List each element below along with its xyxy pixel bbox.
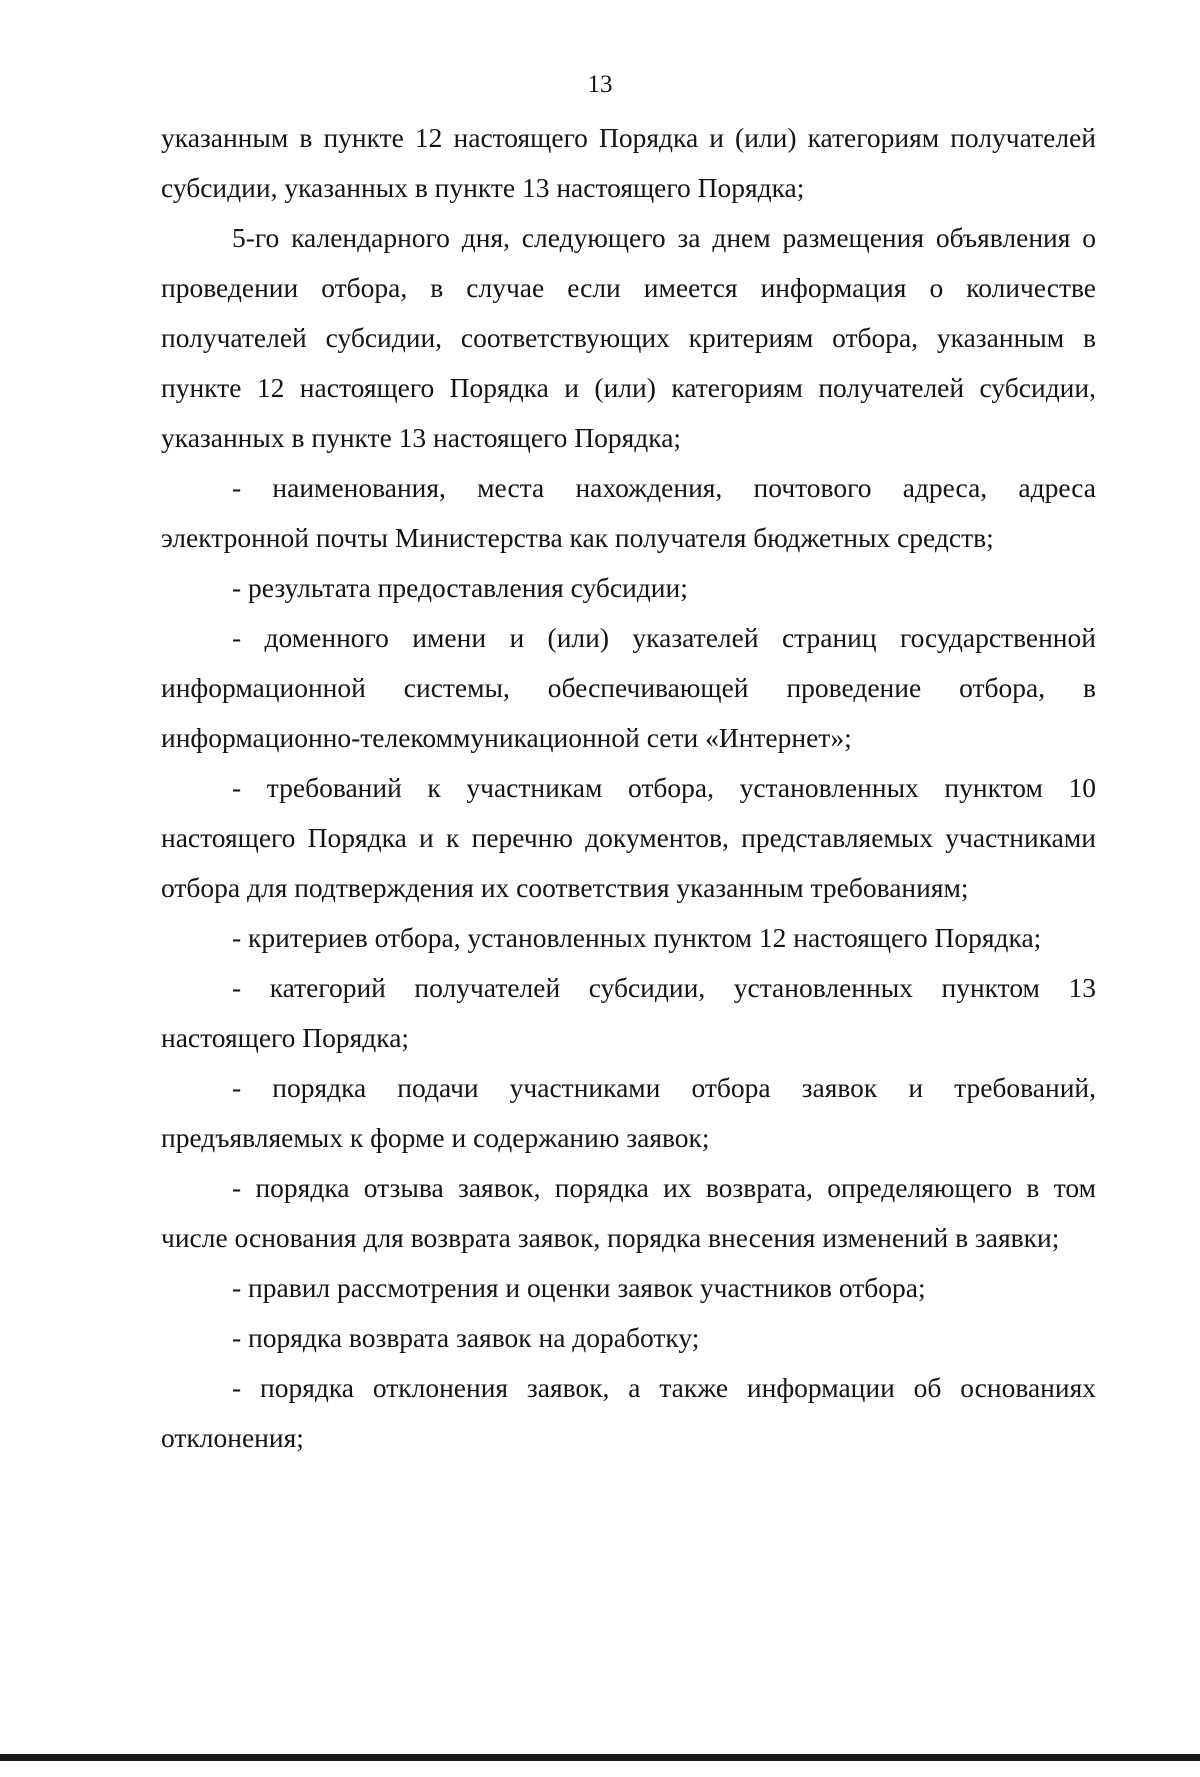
list-item: - порядка отклонения заявок, а также информации об основаниях отклонения; — [161, 1372, 1096, 1453]
document-body — [161, 113, 1096, 1463]
list-item: - порядка отзыва заявок, порядка их возврата, определяющего в том числе основания для возврата заявок, порядка внесения изменений в заявки; — [161, 1172, 1096, 1253]
list-item: - наименования, места нахождения, почтового адреса, адреса электронной почты Министерства как получателя бюджетных средств; — [161, 472, 1096, 553]
list-item: - порядка возврата заявок на доработку; — [232, 1322, 700, 1353]
list-item: - порядка подачи участниками отбора заявок и требований, предъявляемых к форме и содержанию заявок; — [161, 1072, 1096, 1153]
list-item: - доменного имени и (или) указателей страниц государственной информационной системы, обеспечивающей проведение отбора, в информационно-телекоммуникационной сети «Интернет»; — [161, 622, 1096, 753]
page-number: 13 — [587, 71, 613, 98]
paragraph: 5-го календарного дня, следующего за днем размещения объявления о проведении отбора, в случае если имеется информация о количестве получателей субсидии, соответствующих критериям отбора, указанным в пункте 12 настоящего Порядка и (или) категориям получателей субсидии, указанных в пункте 13 настоящего Порядка; — [161, 222, 1096, 453]
list-item: - критериев отбора, установленных пунктом 12 настоящего Порядка; — [232, 922, 1042, 953]
list-item: - правил рассмотрения и оценки заявок участников отбора; — [232, 1272, 926, 1303]
list-item: - категорий получателей субсидии, установленных пунктом 13 настоящего Порядка; — [161, 972, 1096, 1053]
paragraph-continuation: указанным в пункте 12 настоящего Порядка и (или) категориям получателей субсидии, указанных в пункте 13 настоящего Порядка; — [161, 122, 1096, 203]
list-item: - результата предоставления субсидии; — [232, 572, 688, 603]
list-item: - требований к участникам отбора, установленных пунктом 10 настоящего Порядка и к перечню документов, представляемых участниками отбора для подтверждения их соответствия указанным требованиям; — [161, 772, 1096, 903]
scan-edge-rule — [0, 1754, 1200, 1761]
